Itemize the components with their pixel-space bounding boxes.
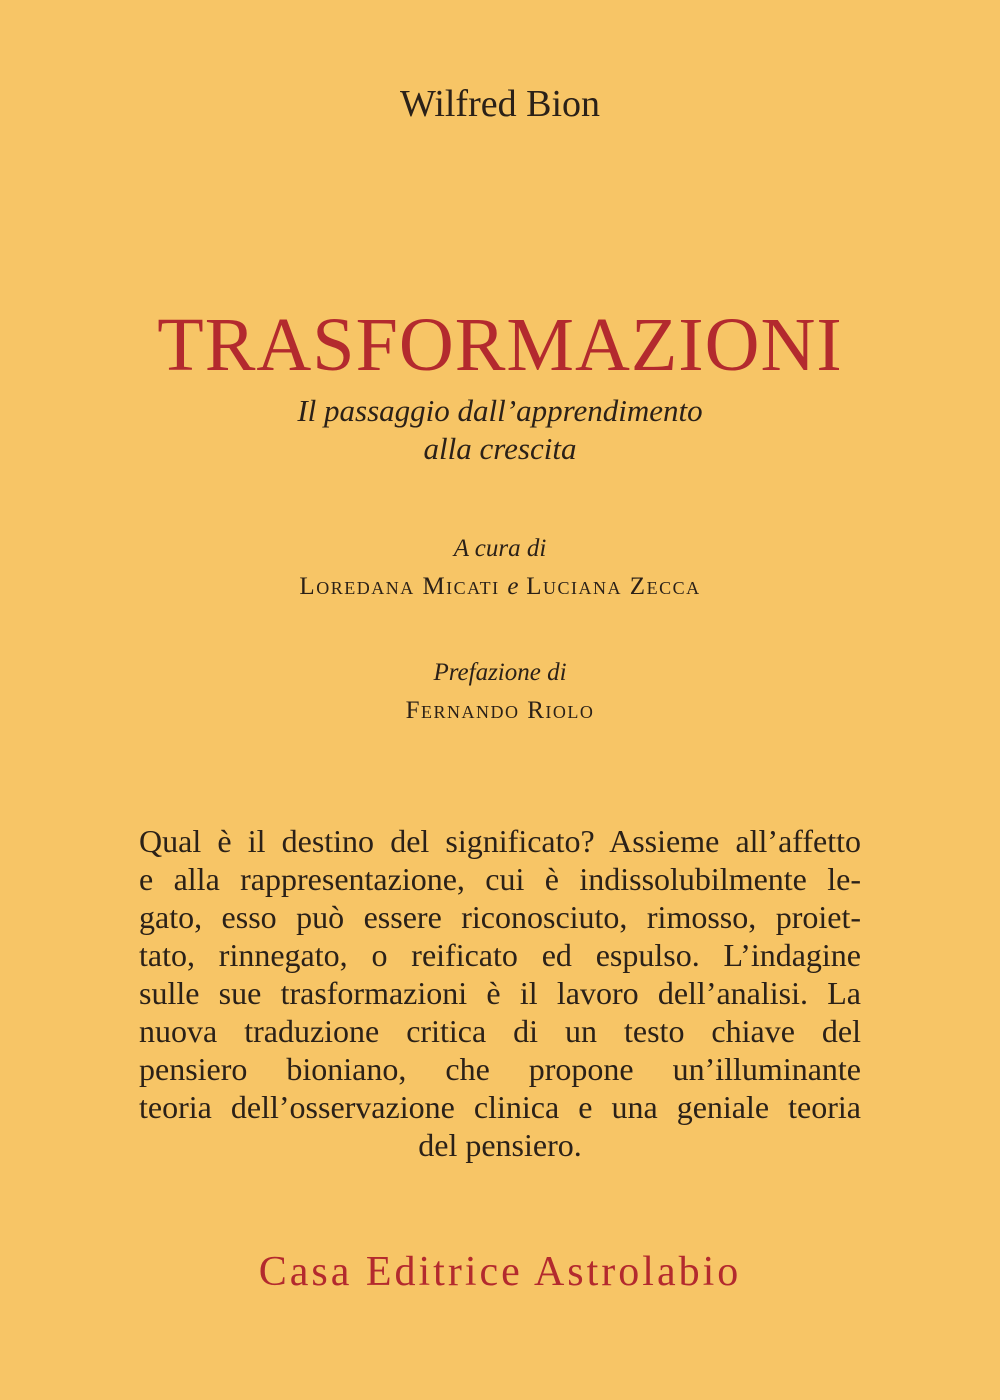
editors [0, 570, 1000, 604]
publisher-name: Casa Editrice Astrolabio [258, 1249, 742, 1295]
book-subtitle [0, 392, 1000, 468]
blurb-line: e alla rappresentazione, cui è indissolubilmente le- [139, 861, 861, 897]
blurb-line: Qual è il destino del significato? Assieme all’affetto [139, 823, 861, 859]
editor-conjunction: e [507, 573, 519, 600]
subtitle-line: Il passaggio dall’apprendimento [297, 393, 703, 428]
blurb-line: sulle sue trasformazioni è il lavoro dell’analisi. La [139, 975, 861, 1011]
curated-by-label: A cura di [453, 535, 547, 562]
editor-name: Loredana Micati [299, 573, 500, 600]
blurb-line: del pensiero. [418, 1127, 582, 1163]
editor-name: Luciana Zecca [526, 573, 701, 600]
blurb-line: tato, rinnegato, o reificato ed espulso. L’indagine [139, 937, 861, 973]
preface-author: Fernando Riolo [405, 697, 595, 724]
book-title: TRASFORMAZIONI [157, 303, 843, 387]
author-name: Wilfred Bion [399, 83, 601, 125]
blurb-line: teoria dell’osservazione clinica e una geniale teoria [139, 1089, 861, 1125]
blurb-line: nuova traduzione critica di un testo chiave del [139, 1013, 861, 1049]
blurb-line: pensiero bioniano, che propone un’illuminante [139, 1051, 861, 1087]
preface-label: Prefazione di [433, 659, 567, 686]
back-blurb [139, 822, 861, 1164]
subtitle-line: alla crescita [423, 431, 577, 466]
blurb-line: gato, esso può essere riconosciuto, rimosso, proiet- [139, 899, 861, 935]
